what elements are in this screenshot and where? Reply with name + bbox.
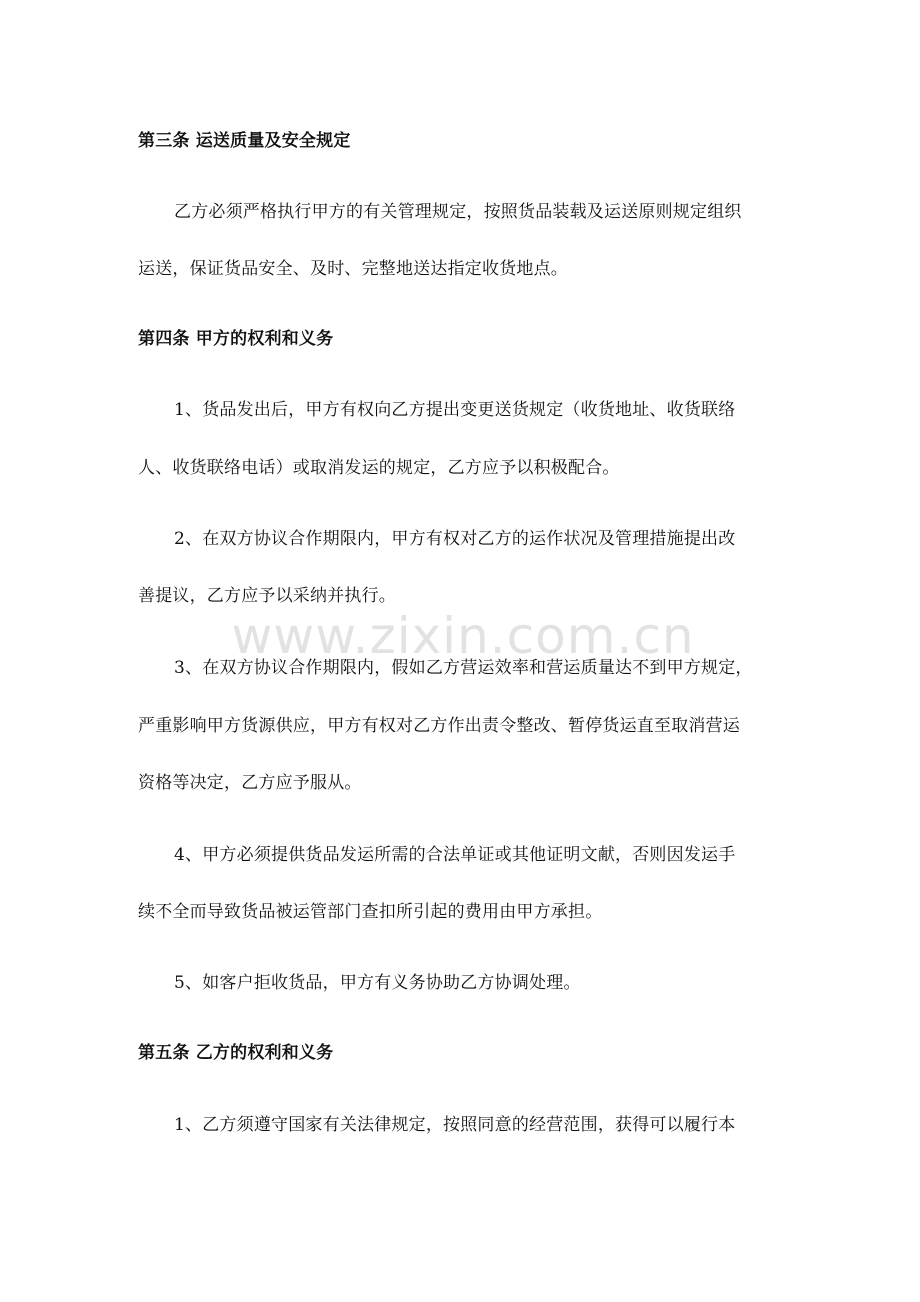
section-heading: 第三条 运送质量及安全规定 — [138, 131, 351, 151]
paragraph-line: 5、如客户拒收货品，甲方有义务协助乙方协调处理。 — [174, 973, 581, 993]
paragraph-line: 2、在双方协议合作期限内，甲方有权对乙方的运作状况及管理措施提出改 — [174, 529, 736, 549]
section-heading: 第五条 乙方的权利和义务 — [138, 1043, 334, 1063]
watermark: www.zixin.com.cn — [231, 607, 695, 665]
section-heading: 第四条 甲方的权利和义务 — [138, 329, 334, 349]
paragraph-line: 人、收货联络电话）或取消发运的规定，乙方应予以积极配合。 — [138, 458, 620, 478]
paragraph-line: 4、甲方必须提供货品发运所需的合法单证或其他证明文献，否则因发运手 — [174, 845, 736, 865]
paragraph-line: 1、乙方须遵守国家有关法律规定，按照同意的经营范围，获得可以履行本 — [174, 1115, 736, 1135]
paragraph-line: 续不全而导致货品被运管部门查扣所引起的费用由甲方承担。 — [138, 902, 603, 922]
paragraph-line: 运送，保证货品安全、及时、完整地送达指定收货地点。 — [138, 259, 568, 279]
paragraph-line: 资格等决定，乙方应予服从。 — [138, 773, 362, 793]
paragraph-line: 乙方必须严格执行甲方的有关管理规定，按照货品装载及运送原则规定组织 — [174, 202, 742, 222]
paragraph-line: 严重影响甲方货源供应，甲方有权对乙方作出责令整改、暂停货运直至取消营运 — [138, 716, 740, 736]
paragraph-line: 3、在双方协议合作期限内，假如乙方营运效率和营运质量达不到甲方规定， — [174, 658, 753, 678]
paragraph-line: 1、货品发出后，甲方有权向乙方提出变更送货规定（收货地址、收货联络 — [174, 400, 736, 420]
paragraph-line: 善提议，乙方应予以采纳并执行。 — [138, 586, 396, 606]
